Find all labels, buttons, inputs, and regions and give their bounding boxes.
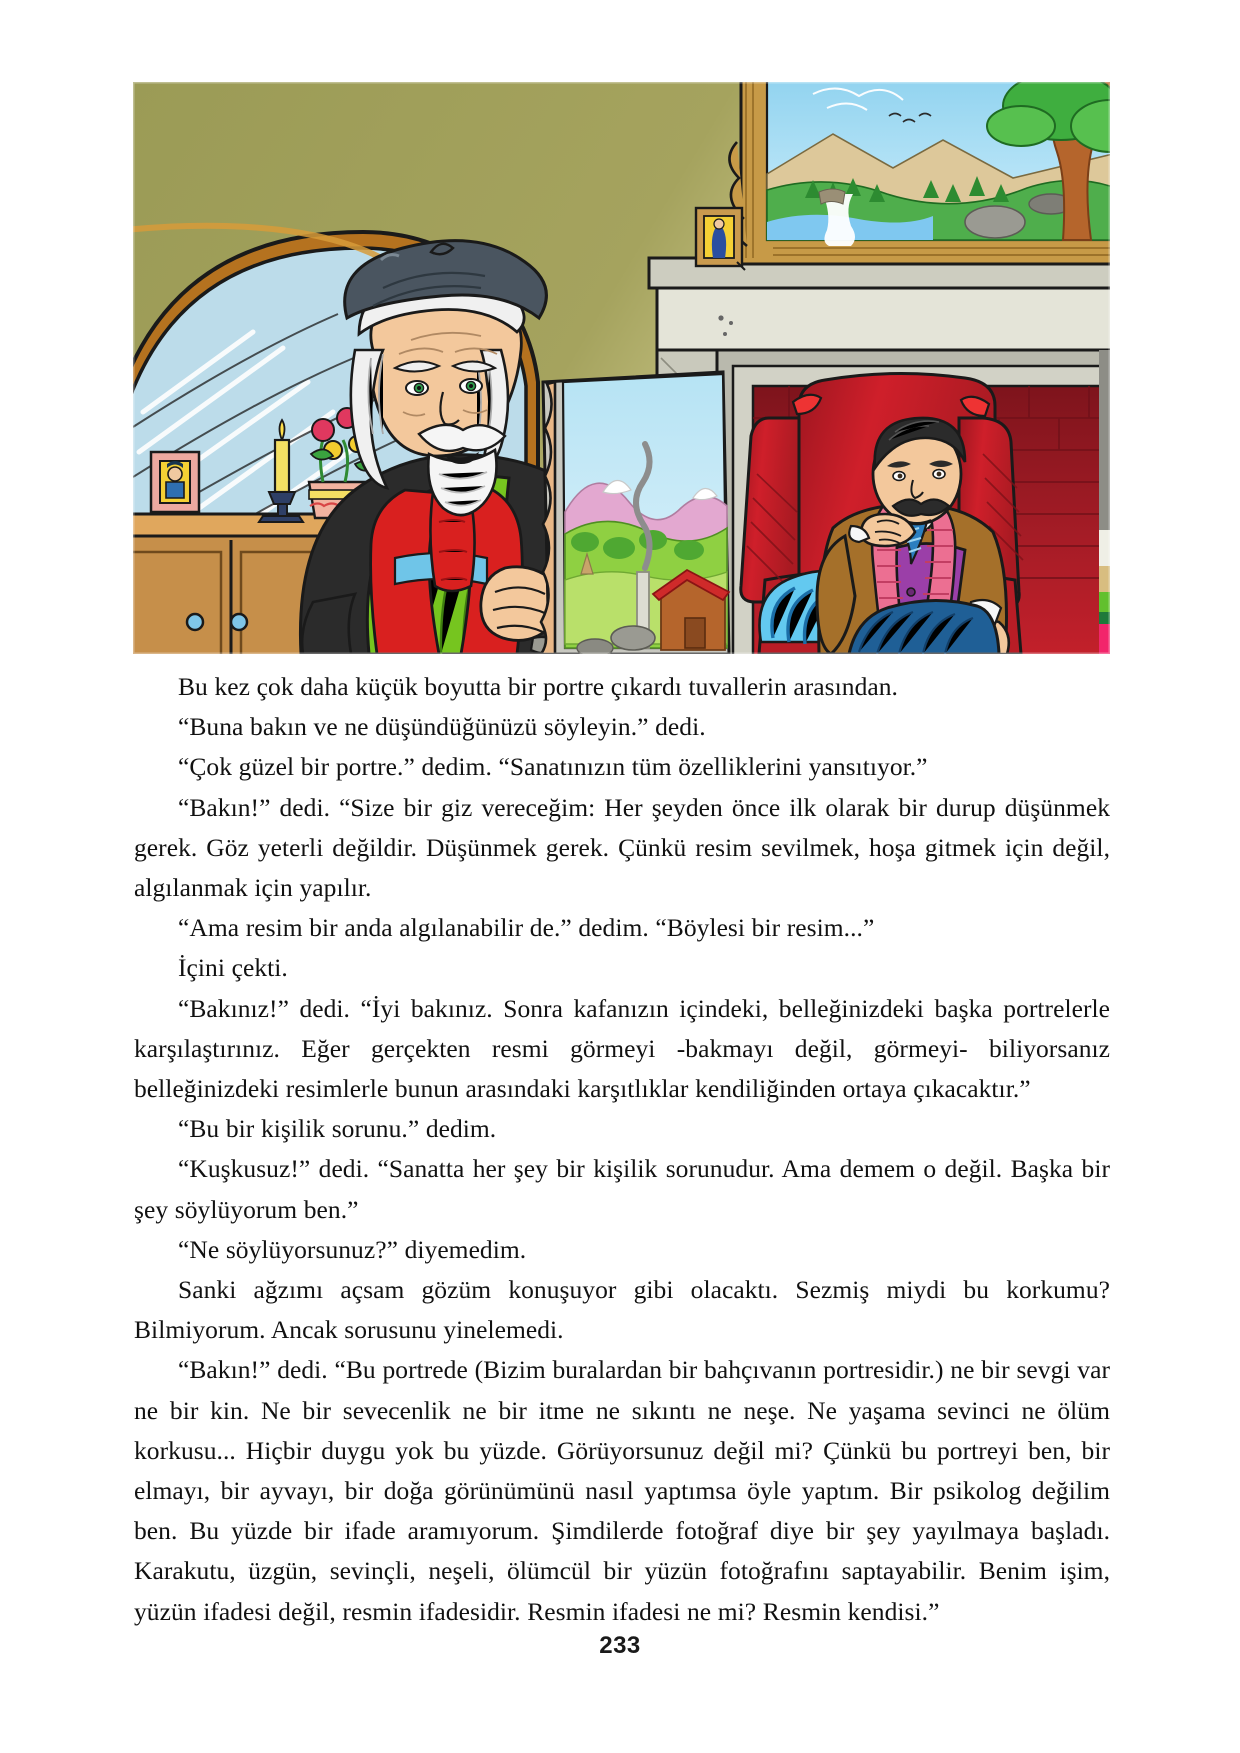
paragraph-6: İçini çekti. bbox=[178, 953, 288, 983]
paragraph-1: Bu kez çok daha küçük boyutta bir portre çıkardı tuvallerin arasından. bbox=[178, 672, 898, 701]
illustration-artwork bbox=[133, 82, 1110, 654]
landscape-painting bbox=[729, 82, 1110, 264]
page-number: 233 bbox=[599, 1632, 641, 1659]
framed-photo bbox=[151, 452, 199, 512]
paragraph-9: “Kuşkusuz!” dedi. “Sanatta her şey bir kişilik sorunudur. Ama demem o değil. Başka bir şey söylüyorum ben.” bbox=[134, 1154, 1110, 1224]
paragraph-12: “Bakın!” dedi. “Bu portrede (Bizim buralardan bir bahçıvanın portresidir.) ne bir sevgi var ne bir kin. Ne bir sevecenlik ne bir itme ne sıkıntı ne neşe. Ne yaşama sevinci ne ölüm korkusu... Hiçbir duygu yok bu yüzde. Görüyorsunuz değil mi? Çünkü bu portreyi ben, bir elmayı, bir ayvayı, bir doğa görünümünü nasıl yaptımsa öyle yaptım. Bir psikolog değilim ben. Bu yüzde bir ifade aramıyorum. Şimdilerde fotoğraf diye bir şey yayılmaya başladı. Karakutu, üzgün, sevinçli, neşeli, ölümcül bir yüzün fotoğrafını saptayabilir. Benim işim, yüzün ifadesi değil, resmin ifadesidir. Resmin ifadesi ne mi? Resmin kendisi.” bbox=[134, 1355, 1110, 1626]
paragraph-4: “Bakın!” dedi. “Size bir giz vereceğim: Her şeyden önce ilk olarak bir durup düşünmek gerek. Göz yeterli değildir. Düşünmek gerek. Çünkü resim sevilmek, hoşa gitmek için değil, algılanmak için yapılır. bbox=[134, 792, 1110, 903]
paragraph-10: “Ne söylüyorsunuz?” diyemedim. bbox=[178, 1234, 527, 1264]
held-canvas bbox=[541, 372, 729, 654]
paragraph-5: “Ama resim bir anda algılanabilir de.” dedim. “Böylesi bir resim...” bbox=[178, 913, 875, 943]
edge-color-bars bbox=[1099, 350, 1110, 654]
paragraph-7: “Bakınız!” dedi. “İyi bakınız. Sonra kafanızın içindeki, belleğinizdeki başka portrelerle karşılaştırınız. Eğer gerçekten resmi görmeyi -bakmayı değil, görmeyi- biliyorsanız belleğinizdeki resimlerle bunun arasındaki karşıtlıklar kendiliğinden ortaya çıkacaktır.” bbox=[134, 993, 1110, 1104]
paragraph-8: “Bu bir kişilik sorunu.” dedim. bbox=[178, 1114, 497, 1144]
paragraph-3: “Çok güzel bir portre.” dedim. “Sanatınızın tüm özelliklerini yansıtıyor.” bbox=[178, 752, 928, 782]
chapter-illustration bbox=[133, 82, 1110, 654]
paragraph-2: “Buna bakın ve ne düşündüğünüzü söyleyin.” dedi. bbox=[178, 712, 706, 742]
body-text bbox=[134, 667, 1110, 1632]
paragraph-11: Sanki ağzımı açsam gözüm konuşuyor gibi olacaktı. Sezmiş miydi bu korkumu? Bilmiyorum. Ancak sorusunu yinelemedi. bbox=[134, 1275, 1110, 1345]
mantel-photo bbox=[696, 208, 745, 270]
